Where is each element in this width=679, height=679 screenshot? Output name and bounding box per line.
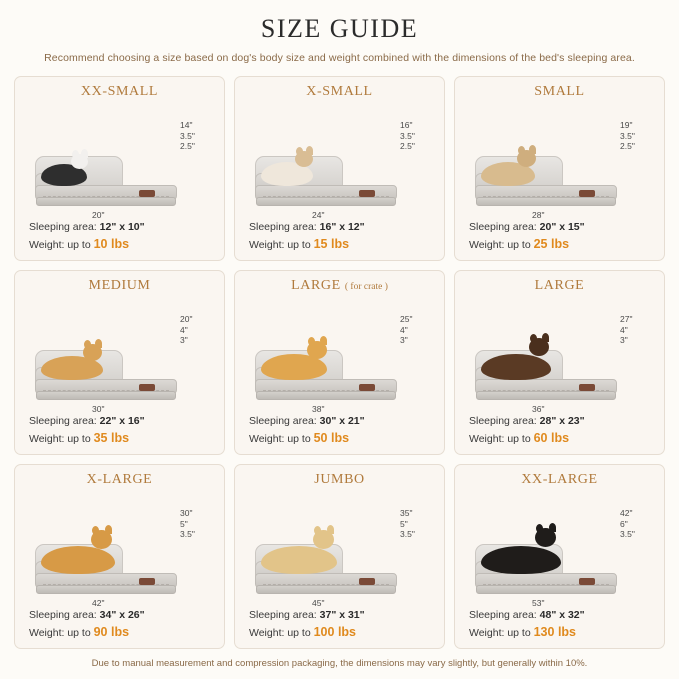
sleeping-area-label: Sleeping area: (469, 414, 540, 427)
weight-value: 35 lbs (93, 430, 130, 445)
dog-ear (306, 146, 313, 155)
weight-value: 90 lbs (93, 624, 130, 639)
weight-label: Weight: up to (29, 626, 94, 639)
bed-brand-tag (359, 190, 375, 197)
dimension-height-bolster: 4" (620, 324, 628, 335)
weight-row (469, 235, 656, 253)
bed-illustration (463, 102, 656, 220)
weight-row (249, 235, 436, 253)
dog-ear (536, 524, 543, 533)
dimension-height-base: 2.5" (180, 141, 195, 152)
page-title: SIZE GUIDE (260, 14, 419, 43)
size-card-title (463, 278, 656, 294)
dog-cat-black-white (41, 164, 87, 186)
bed-brand-tag (359, 384, 375, 391)
dog-french-bulldog-tan (481, 162, 535, 186)
dog-ear (529, 145, 536, 154)
sleeping-area-row (249, 608, 436, 623)
weight-label: Weight: up to (469, 238, 534, 251)
bed-illustration (463, 490, 656, 608)
size-card-medium (14, 270, 225, 455)
dog-bed-graphic (475, 156, 618, 208)
size-card-title (243, 84, 436, 100)
size-card-name: LARGE (534, 278, 585, 293)
dimension-height-base: 2.5" (620, 141, 635, 152)
sleeping-area-row (249, 414, 436, 429)
dimension-height-total: 30" (180, 508, 193, 518)
weight-label: Weight: up to (249, 626, 314, 639)
dimension-height-base: 3.5" (180, 529, 195, 540)
dog-ear (72, 150, 79, 159)
dog-ear (308, 337, 315, 346)
dimension-width: 38" (312, 403, 325, 414)
dog-ear (92, 526, 99, 535)
bed-illustration (23, 296, 216, 414)
sleeping-area-value: 20" x 15" (539, 220, 585, 233)
size-card-large (234, 270, 445, 455)
size-card-small (454, 76, 665, 261)
dog-yellow-labrador (261, 546, 337, 574)
height-dimension-labels (620, 508, 654, 540)
sleeping-area-label: Sleeping area: (29, 414, 100, 427)
dog-border-collie (481, 354, 551, 380)
footer-note: Due to manual measurement and compression packaging, the dimensions may vary slightly, but generally within 10%. (91, 658, 588, 669)
sleeping-area-value: 34" x 26" (99, 608, 145, 621)
bed-illustration (23, 102, 216, 220)
sleeping-area-label: Sleeping area: (469, 220, 540, 233)
dog-doberman-black-tan (481, 546, 561, 574)
sleeping-area-value: 22" x 16" (99, 414, 145, 427)
dog-bed-graphic (255, 156, 398, 208)
sleeping-area-label: Sleeping area: (469, 608, 540, 621)
sleeping-area-row (29, 220, 216, 235)
dimension-width: 24" (312, 209, 325, 220)
dimension-width: 53" (532, 597, 545, 608)
size-card-name: X-SMALL (306, 84, 373, 99)
weight-label: Weight: up to (469, 626, 534, 639)
weight-value: 15 lbs (313, 236, 350, 251)
dimension-height-bolster: 3.5" (620, 130, 635, 141)
dog-bed-graphic (35, 544, 178, 596)
weight-value: 10 lbs (93, 236, 130, 251)
dimension-width: 36" (532, 403, 545, 414)
dog-corgi (41, 356, 103, 380)
weight-value: 100 lbs (313, 624, 356, 639)
dog-ear (320, 336, 327, 345)
dimension-height-base: 3.5" (400, 529, 415, 540)
size-card-title (23, 84, 216, 100)
size-card-title (463, 84, 656, 100)
weight-value: 130 lbs (533, 624, 576, 639)
size-card-x-small (234, 76, 445, 261)
dimension-width: 30" (92, 403, 105, 414)
dimension-height-bolster: 4" (400, 324, 408, 335)
weight-label: Weight: up to (29, 238, 94, 251)
dimension-height-base: 3" (400, 335, 408, 346)
bed-illustration (243, 296, 436, 414)
sleeping-area-value: 37" x 31" (319, 608, 365, 621)
size-card-specs (243, 608, 436, 641)
bed-illustration (243, 490, 436, 608)
size-card-specs (23, 414, 216, 447)
dog-ear (518, 146, 525, 155)
weight-row (29, 623, 216, 641)
dimension-height-total: 14" (180, 120, 193, 130)
dog-small-tan-white (261, 162, 313, 186)
sleeping-area-row (249, 220, 436, 235)
sleeping-area-row (469, 414, 656, 429)
weight-row (249, 623, 436, 641)
bed-brand-tag (139, 578, 155, 585)
weight-label: Weight: up to (469, 432, 534, 445)
height-dimension-labels (620, 120, 654, 152)
dimension-height-total: 25" (400, 314, 413, 324)
size-card-grid (14, 76, 665, 649)
bed-illustration (243, 102, 436, 220)
page-subtitle: Recommend choosing a size based on dog's body size and weight combined with the dimensions of the bed's sleeping area. (44, 52, 635, 64)
sleeping-area-row (29, 608, 216, 623)
weight-row (469, 429, 656, 447)
dog-ear (105, 525, 112, 534)
bed-base (256, 585, 396, 594)
bed-base (36, 585, 176, 594)
dimension-width: 42" (92, 597, 105, 608)
sleeping-area-label: Sleeping area: (249, 608, 320, 621)
weight-label: Weight: up to (249, 432, 314, 445)
size-card-large (454, 270, 665, 455)
dog-ear (84, 340, 91, 349)
size-card-name: X-LARGE (86, 472, 153, 487)
height-dimension-labels (400, 508, 434, 540)
dog-ear (81, 149, 88, 158)
size-card-specs (463, 608, 656, 641)
dimension-height-total: 35" (400, 508, 413, 518)
bed-base (476, 585, 616, 594)
size-card-xx-small (14, 76, 225, 261)
dimension-height-base: 2.5" (400, 141, 415, 152)
sleeping-area-label: Sleeping area: (249, 414, 320, 427)
size-card-title (463, 472, 656, 488)
height-dimension-labels (180, 120, 214, 152)
dimension-height-total: 16" (400, 120, 413, 130)
size-card-specs (23, 608, 216, 641)
size-card-suffix: ( for crate ) (344, 282, 388, 292)
size-card-name: SMALL (534, 84, 585, 99)
size-card-specs (463, 220, 656, 253)
weight-label: Weight: up to (29, 432, 94, 445)
weight-row (29, 429, 216, 447)
size-card-name: LARGE (291, 278, 341, 293)
height-dimension-labels (180, 508, 214, 540)
sleeping-area-row (469, 608, 656, 623)
bed-illustration (23, 490, 216, 608)
bed-base (36, 197, 176, 206)
height-dimension-labels (180, 314, 214, 346)
weight-value: 25 lbs (533, 236, 570, 251)
size-card-name: XX-LARGE (521, 472, 598, 487)
height-dimension-labels (400, 120, 434, 152)
dog-bed-graphic (255, 350, 398, 402)
dog-ear (327, 525, 334, 534)
dog-ear (95, 339, 102, 348)
bed-illustration (463, 296, 656, 414)
weight-row (469, 623, 656, 641)
sleeping-area-value: 48" x 32" (539, 608, 585, 621)
dog-bed-graphic (255, 544, 398, 596)
dimension-height-bolster: 4" (180, 324, 188, 335)
dog-ear (314, 526, 321, 535)
size-card-title (243, 472, 436, 488)
sleeping-area-value: 30" x 21" (319, 414, 365, 427)
bed-brand-tag (579, 384, 595, 391)
sleeping-area-label: Sleeping area: (249, 220, 320, 233)
bed-brand-tag (359, 578, 375, 585)
dimension-width: 28" (532, 209, 545, 220)
size-card-specs (243, 414, 436, 447)
sleeping-area-row (29, 414, 216, 429)
dimension-width: 20" (92, 209, 105, 220)
weight-value: 50 lbs (313, 430, 350, 445)
size-card-xx-large (454, 464, 665, 649)
dimension-height-total: 42" (620, 508, 633, 518)
dimension-height-bolster: 3.5" (180, 130, 195, 141)
sleeping-area-row (469, 220, 656, 235)
size-card-jumbo (234, 464, 445, 649)
bed-brand-tag (579, 190, 595, 197)
dog-bed-graphic (475, 350, 618, 402)
bed-base (36, 391, 176, 400)
size-card-name: MEDIUM (88, 278, 151, 293)
size-card-specs (243, 220, 436, 253)
dimension-height-base: 3" (620, 335, 628, 346)
bed-base (476, 391, 616, 400)
weight-label: Weight: up to (249, 238, 314, 251)
bed-brand-tag (139, 384, 155, 391)
dog-ear (530, 334, 537, 343)
dog-ear (549, 523, 556, 532)
size-card-title (23, 278, 216, 294)
size-card-title (243, 278, 436, 294)
dog-ear (542, 333, 549, 342)
size-card-specs (463, 414, 656, 447)
size-card-title (23, 472, 216, 488)
bed-brand-tag (139, 190, 155, 197)
sleeping-area-label: Sleeping area: (29, 608, 100, 621)
height-dimension-labels (400, 314, 434, 346)
dimension-width: 45" (312, 597, 325, 608)
dog-bed-graphic (35, 156, 178, 208)
dog-shiba-inu (261, 354, 327, 380)
dog-bed-graphic (35, 350, 178, 402)
dimension-height-total: 20" (180, 314, 193, 324)
height-dimension-labels (620, 314, 654, 346)
size-card-x-large (14, 464, 225, 649)
bed-base (256, 197, 396, 206)
weight-row (29, 235, 216, 253)
dimension-height-total: 27" (620, 314, 633, 324)
sleeping-area-label: Sleeping area: (29, 220, 100, 233)
dimension-height-base: 3" (180, 335, 188, 346)
dimension-height-bolster: 5" (180, 518, 188, 529)
dimension-height-bolster: 6" (620, 518, 628, 529)
dog-ear (296, 147, 303, 156)
dimension-height-total: 19" (620, 120, 633, 130)
dimension-height-base: 3.5" (620, 529, 635, 540)
size-card-name: JUMBO (314, 472, 365, 487)
dimension-height-bolster: 5" (400, 518, 408, 529)
sleeping-area-value: 16" x 12" (319, 220, 365, 233)
dimension-height-bolster: 3.5" (400, 130, 415, 141)
sleeping-area-value: 28" x 23" (539, 414, 585, 427)
bed-base (256, 391, 396, 400)
size-card-name: XX-SMALL (80, 84, 159, 99)
bed-brand-tag (579, 578, 595, 585)
dog-bed-graphic (475, 544, 618, 596)
sleeping-area-value: 12" x 10" (99, 220, 145, 233)
size-card-specs (23, 220, 216, 253)
bed-base (476, 197, 616, 206)
weight-value: 60 lbs (533, 430, 570, 445)
dog-golden-retriever (41, 546, 115, 574)
weight-row (249, 429, 436, 447)
